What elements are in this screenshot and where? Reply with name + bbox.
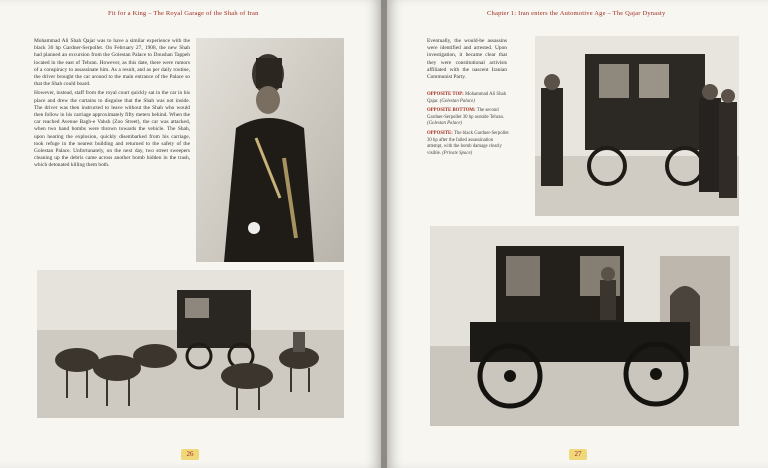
page-number-right: 27	[569, 449, 587, 460]
caption-opposite: OPPOSITE: The black Gardner-Serpollet 30 hp after the failed assassination attempt, with the bomb damage clearly visible. (Private Space)	[427, 130, 509, 156]
left-body-text	[34, 38, 190, 172]
portrait-photo-shah	[196, 38, 344, 262]
right-running-head: Chapter 1: Iran enters the Automotive Age – The Qajar Dynasty	[487, 10, 666, 17]
caption-top: OPPOSITE TOP: Mohammad Ali Shah Qajar. (Golestan Palace)	[427, 92, 506, 104]
caption-bottom: OPPOSITE BOTTOM: The second Gardner-Serpollet 30 hp outside Tehran. (Golestan Palace)	[427, 108, 505, 127]
damaged-car-photo	[535, 36, 739, 216]
gardner-serpollet-car-photo	[430, 226, 739, 426]
caption-list	[427, 92, 509, 157]
left-running-head: Fit for a King – The Royal Garage of the Shah of Iran	[108, 10, 259, 17]
paragraph: However, instead, staff from the royal court quickly sat in the car in his place and drew the curtains to disguise that the Shah was not inside. The driver was then instructed to leave without the Shah who would then follow in his carriage approximately fifty meters behind. When the car reached Avenue Bagh-e Vahsh (Zoo Street), the car was attacked, when two hand bombs were thrown towards the vehicle. The Shah, upon hearing the explosion, quickly disembarked from his carriage, took refuge in the nearest building and returned to the safety of the Golestan Palace. Unfortunately, on the next day, two street sweepers cleaning up the debris came across another bomb hidden in the trash, which detonated killing them both.	[34, 90, 190, 169]
right-page	[387, 0, 768, 468]
paragraph: Mohammad Ali Shah Qajar was to have a similar experience with the black 30 hp Gardner-Serpollet. On February 27, 1908, the new Shah had planned an excursion from the Golestan Palace to Doushan Tappeh located in the east of Tehran. However, as this date, there were rumors of a conspiracy to assassinate him. As a result, and as per daily routine, the driver brought the car around to the main entrance of the Palace so that the Shah could board.	[34, 38, 190, 88]
page-number-left: 26	[181, 449, 199, 460]
right-body-text: Eventually, the would-be assassins were identified and arrested. Upon investigation, it became clear that they were constitutional activists affiliated with the nascent Iranian Communist Party.	[427, 38, 507, 81]
left-page	[0, 0, 381, 468]
donkeys-carriage-photo	[37, 270, 344, 418]
